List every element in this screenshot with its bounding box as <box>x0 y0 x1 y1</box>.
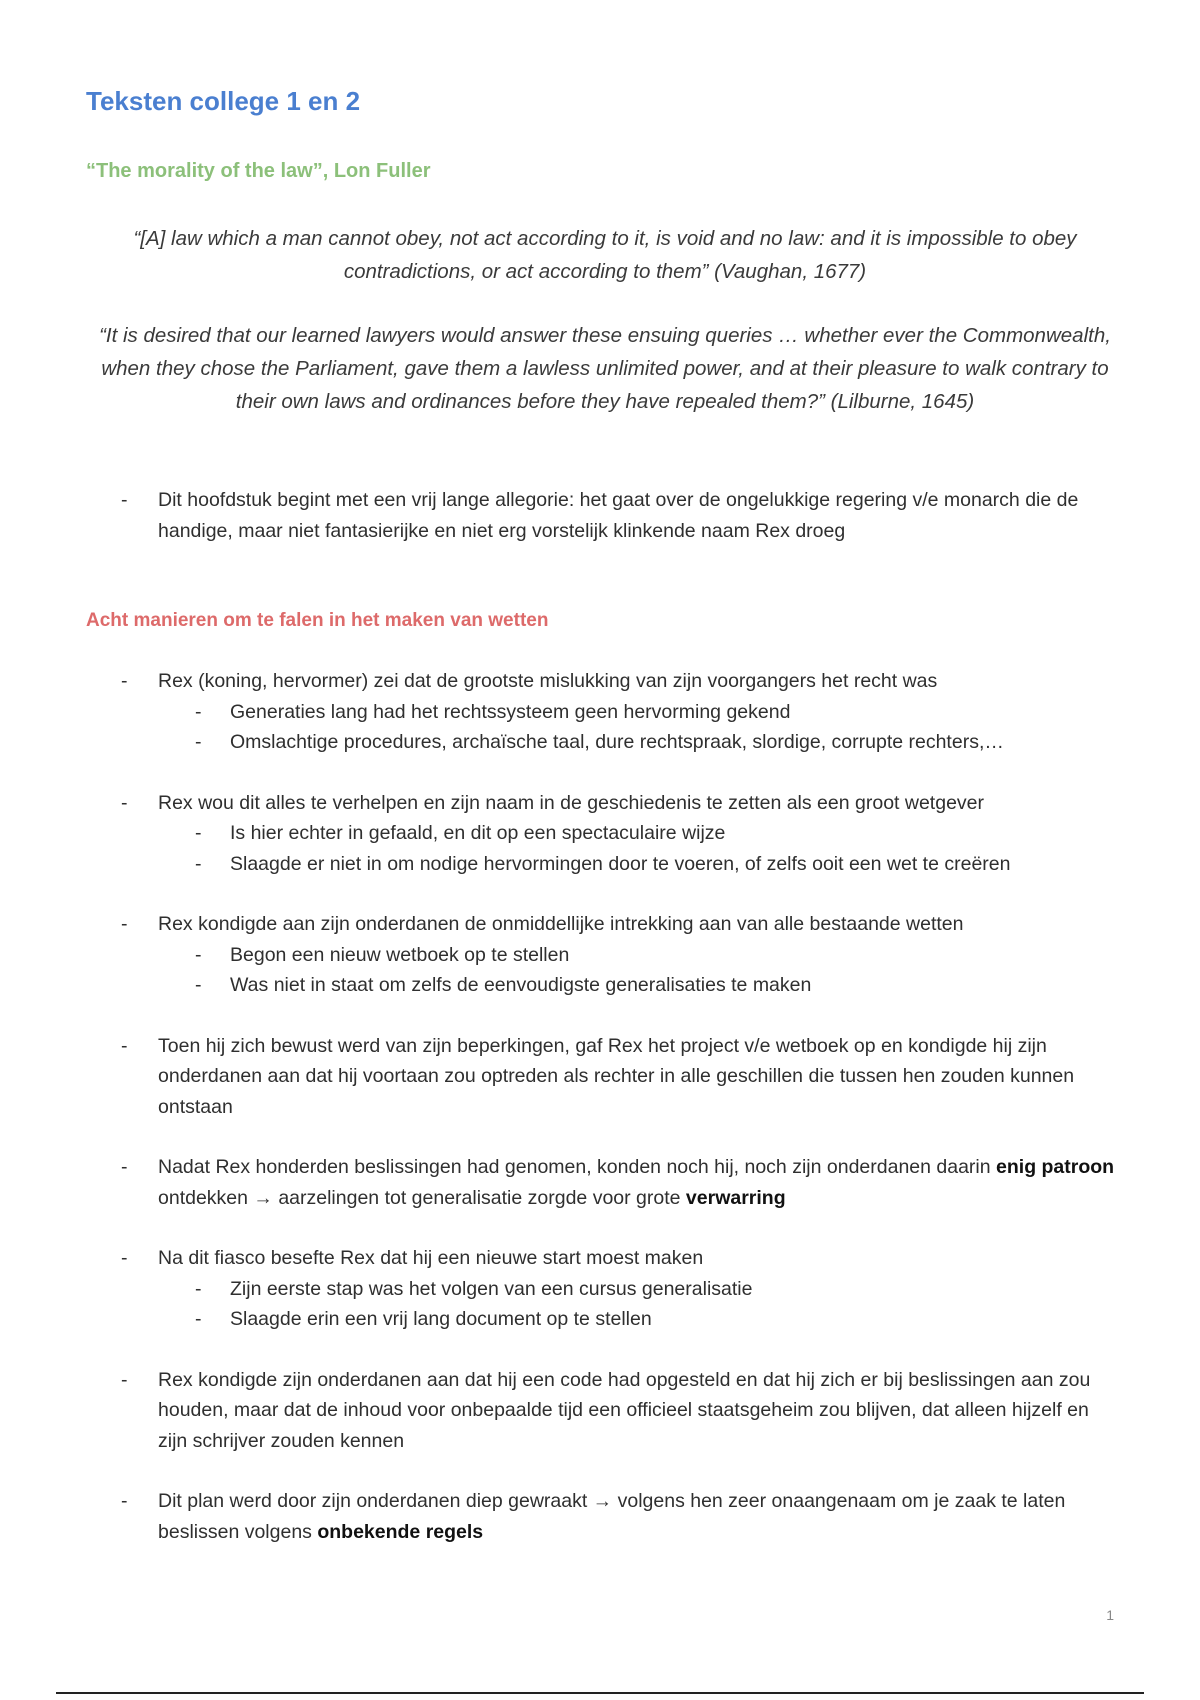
section-heading-fuller: “The morality of the law”, Lon Fuller <box>86 160 431 182</box>
bullet-dash: - <box>195 1308 202 1330</box>
sub-list-item <box>0 818 1200 849</box>
list-item <box>0 788 1200 819</box>
intro-list <box>0 485 1200 546</box>
sub-list-item <box>0 1304 1200 1335</box>
list-item <box>0 485 1200 546</box>
bullet-dash: - <box>195 1277 202 1300</box>
sub-bullet-text: Is hier echter in gefaald, en dit op een spectaculaire wijze <box>230 822 726 844</box>
bullet-dash: - <box>121 1490 128 1512</box>
sub-bullet-text: Zijn eerste stap was het volgen van een cursus generalisatie <box>230 1277 753 1300</box>
list-item <box>0 1031 1200 1123</box>
list-item <box>0 666 1200 697</box>
page-title: Teksten college 1 en 2 <box>86 86 361 116</box>
sub-bullet-text: Begon een nieuw wetboek op te stellen <box>230 943 570 966</box>
bullet-dash: - <box>121 1034 128 1057</box>
spacer <box>0 758 1200 788</box>
bullet-dash: - <box>121 489 128 511</box>
bullet-text: Rex (koning, hervormer) zei dat de grootste mislukking van zijn voorgangers het recht was <box>158 670 938 692</box>
bullet-text: Rex kondigde aan zijn onderdanen de onmiddellijke intrekking aan van alle bestaande wetten <box>158 913 964 935</box>
list-item <box>0 1152 1200 1213</box>
sub-list-item <box>0 1274 1200 1305</box>
list-item <box>0 1365 1200 1457</box>
bullet-text-mid: ontdekken → aarzelingen tot generalisatie zorgde voor grote <box>158 1186 686 1209</box>
section-heading-acht-manieren: Acht manieren om te falen in het maken van wetten <box>86 610 549 631</box>
bullet-dash: - <box>121 913 128 935</box>
bold-term-onbekende-regels: onbekende regels <box>317 1520 484 1543</box>
bullet-dash: - <box>195 974 202 996</box>
sub-list-item <box>0 727 1200 758</box>
bullet-dash: - <box>121 670 128 692</box>
bullet-dash: - <box>121 791 128 814</box>
sub-list-item <box>0 940 1200 971</box>
sub-bullet-text: Slaagde erin een vrij lang document op te stellen <box>230 1308 652 1330</box>
bullet-text: Na dit fiasco besefte Rex dat hij een nieuwe start moest maken <box>158 1247 704 1269</box>
spacer <box>0 879 1200 909</box>
spacer <box>0 1001 1200 1031</box>
bullet-text: Toen hij zich bewust werd van zijn beperkingen, gaf Rex het project v/e wetboek op en kondigde hij zijn onderdanen aan dat hij voortaan zou optreden als rechter in alle geschillen die tussen hen zouden kunnen ontstaan <box>158 1034 1075 1118</box>
bullet-dash: - <box>195 731 202 753</box>
sub-bullet-text: Slaagde er niet in om nodige hervormingen door te voeren, of zelfs ooit een wet te creëren <box>230 852 1011 875</box>
sub-list-item <box>0 697 1200 728</box>
bullet-dash: - <box>195 822 202 844</box>
bold-term-verwarring: verwarring <box>685 1186 786 1209</box>
sub-bullet-text: Generaties lang had het rechtssysteem geen hervorming gekend <box>230 700 791 723</box>
sub-list-item <box>0 849 1200 880</box>
bold-term-enig-patroon: enig patroon <box>996 1156 1115 1178</box>
intro-bullet-text: Dit hoofdstuk begint met een vrij lange allegorie: het gaat over de ongelukkige regering v/e monarch die de handige, maar niet fantasierijke en niet erg vorstelijk klinkende naam Rex droeg <box>158 489 1079 542</box>
list-item <box>0 909 1200 940</box>
page-bottom-divider <box>56 1692 1144 1694</box>
bullet-text: Rex kondigde zijn onderdanen aan dat hij een code had opgesteld en dat hij zich er bij beslissingen aan zou houden, maar dat de inhoud voor onbepaalde tijd een officieel staatsgeheim zou blijven, dat alleen hijzelf en zijn schrijver zouden kennen <box>158 1368 1091 1452</box>
bullet-dash: - <box>121 1156 128 1178</box>
sub-list-item <box>0 970 1200 1001</box>
spacer <box>0 1213 1200 1243</box>
bullet-dash: - <box>121 1368 128 1391</box>
quote-lilburne: “It is desired that our learned lawyers would answer these ensuing queries … whether ever the Commonwealth, when they chose the Parliament, gave them a lawless unlimited power, and at their pleasure to walk contrary to their own laws and ordinances before they have repealed them?” (Lilburne, 1645) <box>99 324 1111 413</box>
spacer <box>0 1456 1200 1486</box>
sub-bullet-text: Was niet in staat om zelfs de eenvoudigste generalisaties te maken <box>230 974 812 996</box>
spacer <box>0 1122 1200 1152</box>
bullet-dash: - <box>195 943 202 966</box>
bullet-dash: - <box>121 1247 128 1269</box>
bullet-dash: - <box>195 852 202 875</box>
bullet-dash: - <box>195 700 202 723</box>
bullet-list <box>0 666 1200 1547</box>
bullet-text-pre: Nadat Rex honderden beslissingen had genomen, konden noch hij, noch zijn onderdanen daarin <box>158 1156 997 1178</box>
sub-bullet-text: Omslachtige procedures, archaïsche taal, dure rechtspraak, slordige, corrupte rechters,… <box>230 731 1004 753</box>
page-number: 1 <box>1106 1607 1114 1623</box>
bullet-text: Rex wou dit alles te verhelpen en zijn naam in de geschiedenis te zetten als een groot wetgever <box>158 791 984 814</box>
list-item <box>0 1486 1200 1547</box>
spacer <box>0 1335 1200 1365</box>
quote-vaughan: “[A] law which a man cannot obey, not act according to it, is void and no law: and it is impossible to obey contradictions, or act according to them” (Vaughan, 1677) <box>133 227 1077 283</box>
bullet-text-pre: Dit plan werd door zijn onderdanen diep gewraakt → volgens hen zeer onaangenaam om je zaak te laten beslissen volgens <box>158 1490 1066 1543</box>
list-item <box>0 1243 1200 1274</box>
